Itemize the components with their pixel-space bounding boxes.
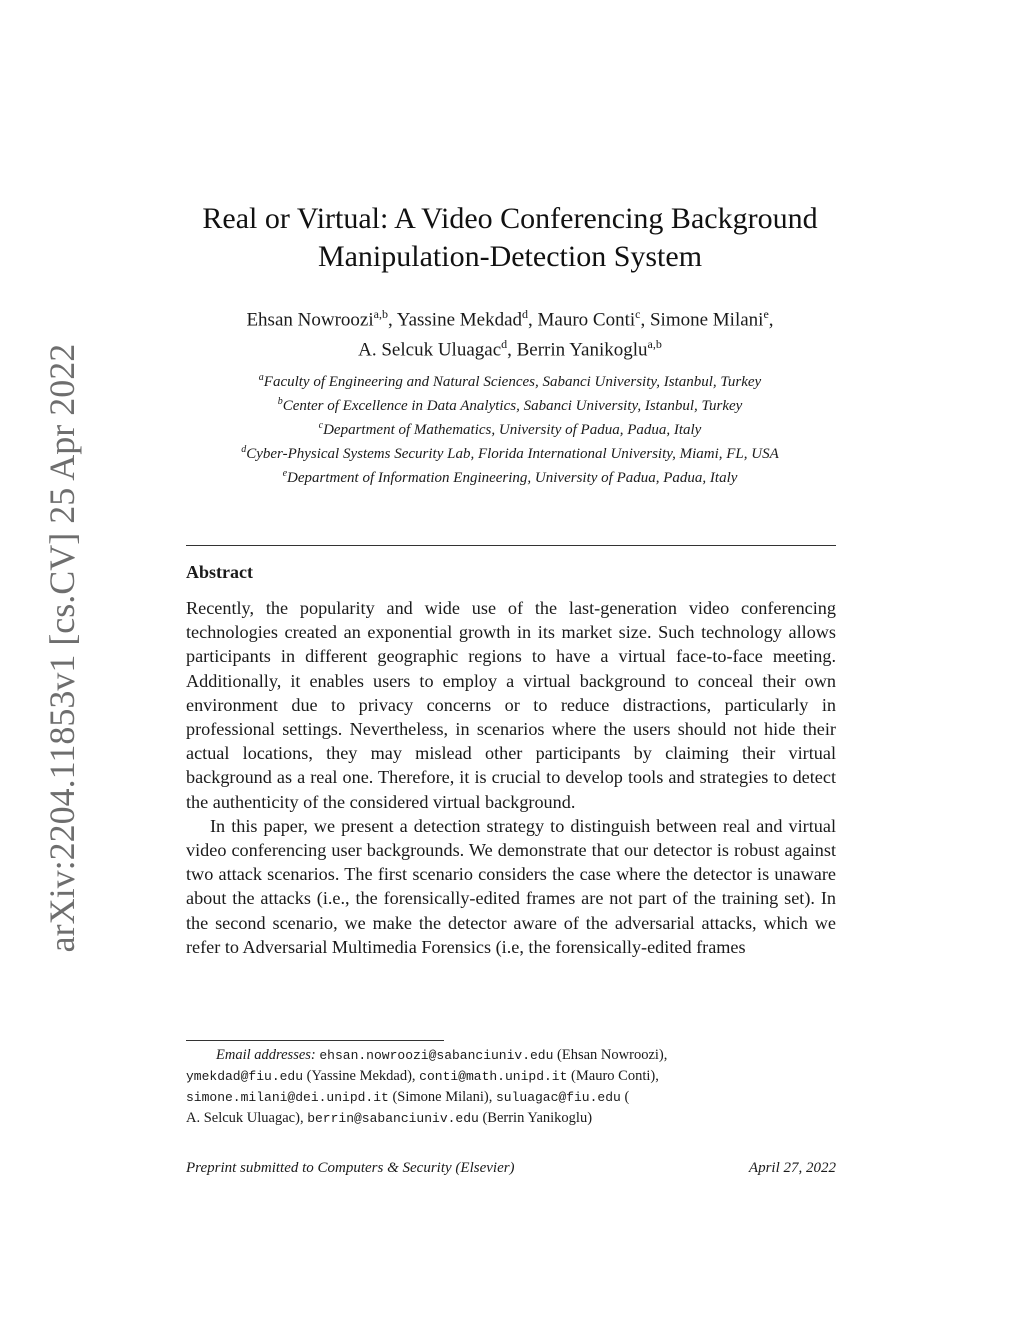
author-sep: , [768, 309, 774, 331]
email-link[interactable]: ehsan.nowroozi@sabanciuniv.edu [319, 1048, 554, 1063]
affil-text: Center of Excellence in Data Analytics, Sabanci University, Istanbul, Turkey [282, 398, 743, 414]
email-owner: ( [624, 1089, 630, 1105]
arxiv-stamp: arXiv:2204.11853v1 [cs.CV] 25 Apr 2022 [42, 343, 82, 953]
email-line-2 [186, 1066, 786, 1087]
abstract-paragraph-2: In this paper, we present a detection strategy to distinguish between real and virtual video conferencing user backgrounds. We demonstrate that our detector is robust against two attack scenarios. The first scenario considers the case where the detector is unaware about the attacks (i.e., the forensically-edited frames are not part of the training set). In the second scenario, we make the detector aware of the adversarial attacks, which we refer to Adversarial Multimedia Forensics (i.e, the forensically-edited frames [186, 815, 836, 957]
author-affil-sup: e [763, 307, 769, 321]
author-sep: , [528, 309, 538, 331]
email-link[interactable]: simone.milani@dei.unipd.it [186, 1090, 389, 1105]
author-line-2 [150, 332, 870, 362]
author-affil-sup: d [522, 307, 529, 321]
affiliation [150, 368, 870, 392]
email-owner: (Ehsan Nowroozi), [557, 1047, 668, 1063]
affil-text: Department of Information Engineering, University of Padua, Padua, Italy [287, 470, 738, 486]
email-line-3 [186, 1087, 786, 1108]
abstract-paragraph-1: Recently, the popularity and wide use of the last-generation video conferencing technologies created an exponential growth in its market size. Such technology allows participants in different geographic regions to have a virtual face-to-face meeting. Additionally, it enables users to employ a virtual background to conceal their own environment due to privacy concerns or to reduce distractions, particularly in professional settings. Nevertheless, in scenarios where the users should not hide their actual locations, they may mislead other participants by claiming their virtual background as a real one. Therefore, it is crucial to develop tools and strategies to detect the authenticity of the considered virtual background. [186, 598, 836, 812]
affil-marker: c [318, 420, 324, 431]
email-owner: (Berrin Yanikoglu) [482, 1110, 593, 1126]
email-owner: (Yassine Mekdad), [306, 1068, 416, 1084]
author-affil-sup: a,b [647, 337, 662, 352]
email-link[interactable]: berrin@sabanciuniv.edu [307, 1111, 479, 1126]
author-affil-sup: c [635, 307, 641, 321]
affiliation [150, 392, 870, 416]
affil-marker: a [258, 372, 264, 383]
preprint-footer [186, 1160, 836, 1177]
preprint-date: April 27, 2022 [748, 1160, 836, 1176]
author-list [150, 302, 870, 363]
footnote-divider [186, 1040, 444, 1041]
email-link[interactable]: ymekdad@fiu.edu [186, 1069, 304, 1084]
affil-text: Faculty of Engineering and Natural Sciences, Sabanci University, Istanbul, Turkey [263, 374, 762, 390]
author-sep: , [387, 309, 397, 331]
affiliation-list [150, 368, 870, 488]
email-owner: (Mauro Conti), [571, 1068, 659, 1084]
affiliation [150, 416, 870, 440]
author-name: Mauro Conti [537, 309, 636, 331]
email-link[interactable]: conti@math.unipd.it [419, 1069, 568, 1084]
title-line-2: Manipulation-Detection System [317, 240, 703, 273]
email-footnote [186, 1045, 786, 1129]
email-line-4 [186, 1108, 786, 1129]
email-link[interactable]: suluagac@fiu.edu [495, 1090, 621, 1105]
affil-text: Cyber-Physical Systems Security Lab, Florida International University, Miami, FL, USA [246, 446, 779, 462]
email-owner: A. Selcuk Uluagac), [186, 1110, 304, 1126]
abstract-divider [186, 545, 836, 546]
author-name: Berrin Yanikoglu [516, 339, 648, 361]
affiliation [150, 464, 870, 488]
affil-marker: b [277, 396, 283, 407]
affiliation [150, 440, 870, 464]
author-name: A. Selcuk Uluagac [358, 339, 502, 361]
author-line-1 [150, 302, 870, 332]
paper-title [150, 200, 870, 276]
abstract-body [186, 596, 836, 959]
author-name: Ehsan Nowroozi [246, 309, 374, 331]
author-sep: , [640, 309, 650, 331]
preprint-venue: Preprint submitted to Computers & Security (Elsevier) [186, 1160, 515, 1176]
author-affil-sup: d [501, 337, 508, 352]
author-name: Yassine Mekdad [396, 309, 523, 331]
author-name: Simone Milani [649, 309, 764, 331]
author-sep: , [507, 339, 517, 361]
affil-marker: d [241, 444, 247, 455]
abstract-heading: Abstract [186, 562, 253, 582]
email-owner: (Simone Milani), [392, 1089, 493, 1105]
author-affil-sup: a,b [373, 307, 388, 321]
email-label: Email addresses: [216, 1047, 316, 1063]
affil-text: Department of Mathematics, University of Padua, Padua, Italy [323, 422, 702, 438]
affil-marker: e [282, 468, 288, 479]
title-line-1: Real or Virtual: A Video Conferencing Background [202, 202, 818, 235]
email-line-1 [186, 1045, 786, 1066]
